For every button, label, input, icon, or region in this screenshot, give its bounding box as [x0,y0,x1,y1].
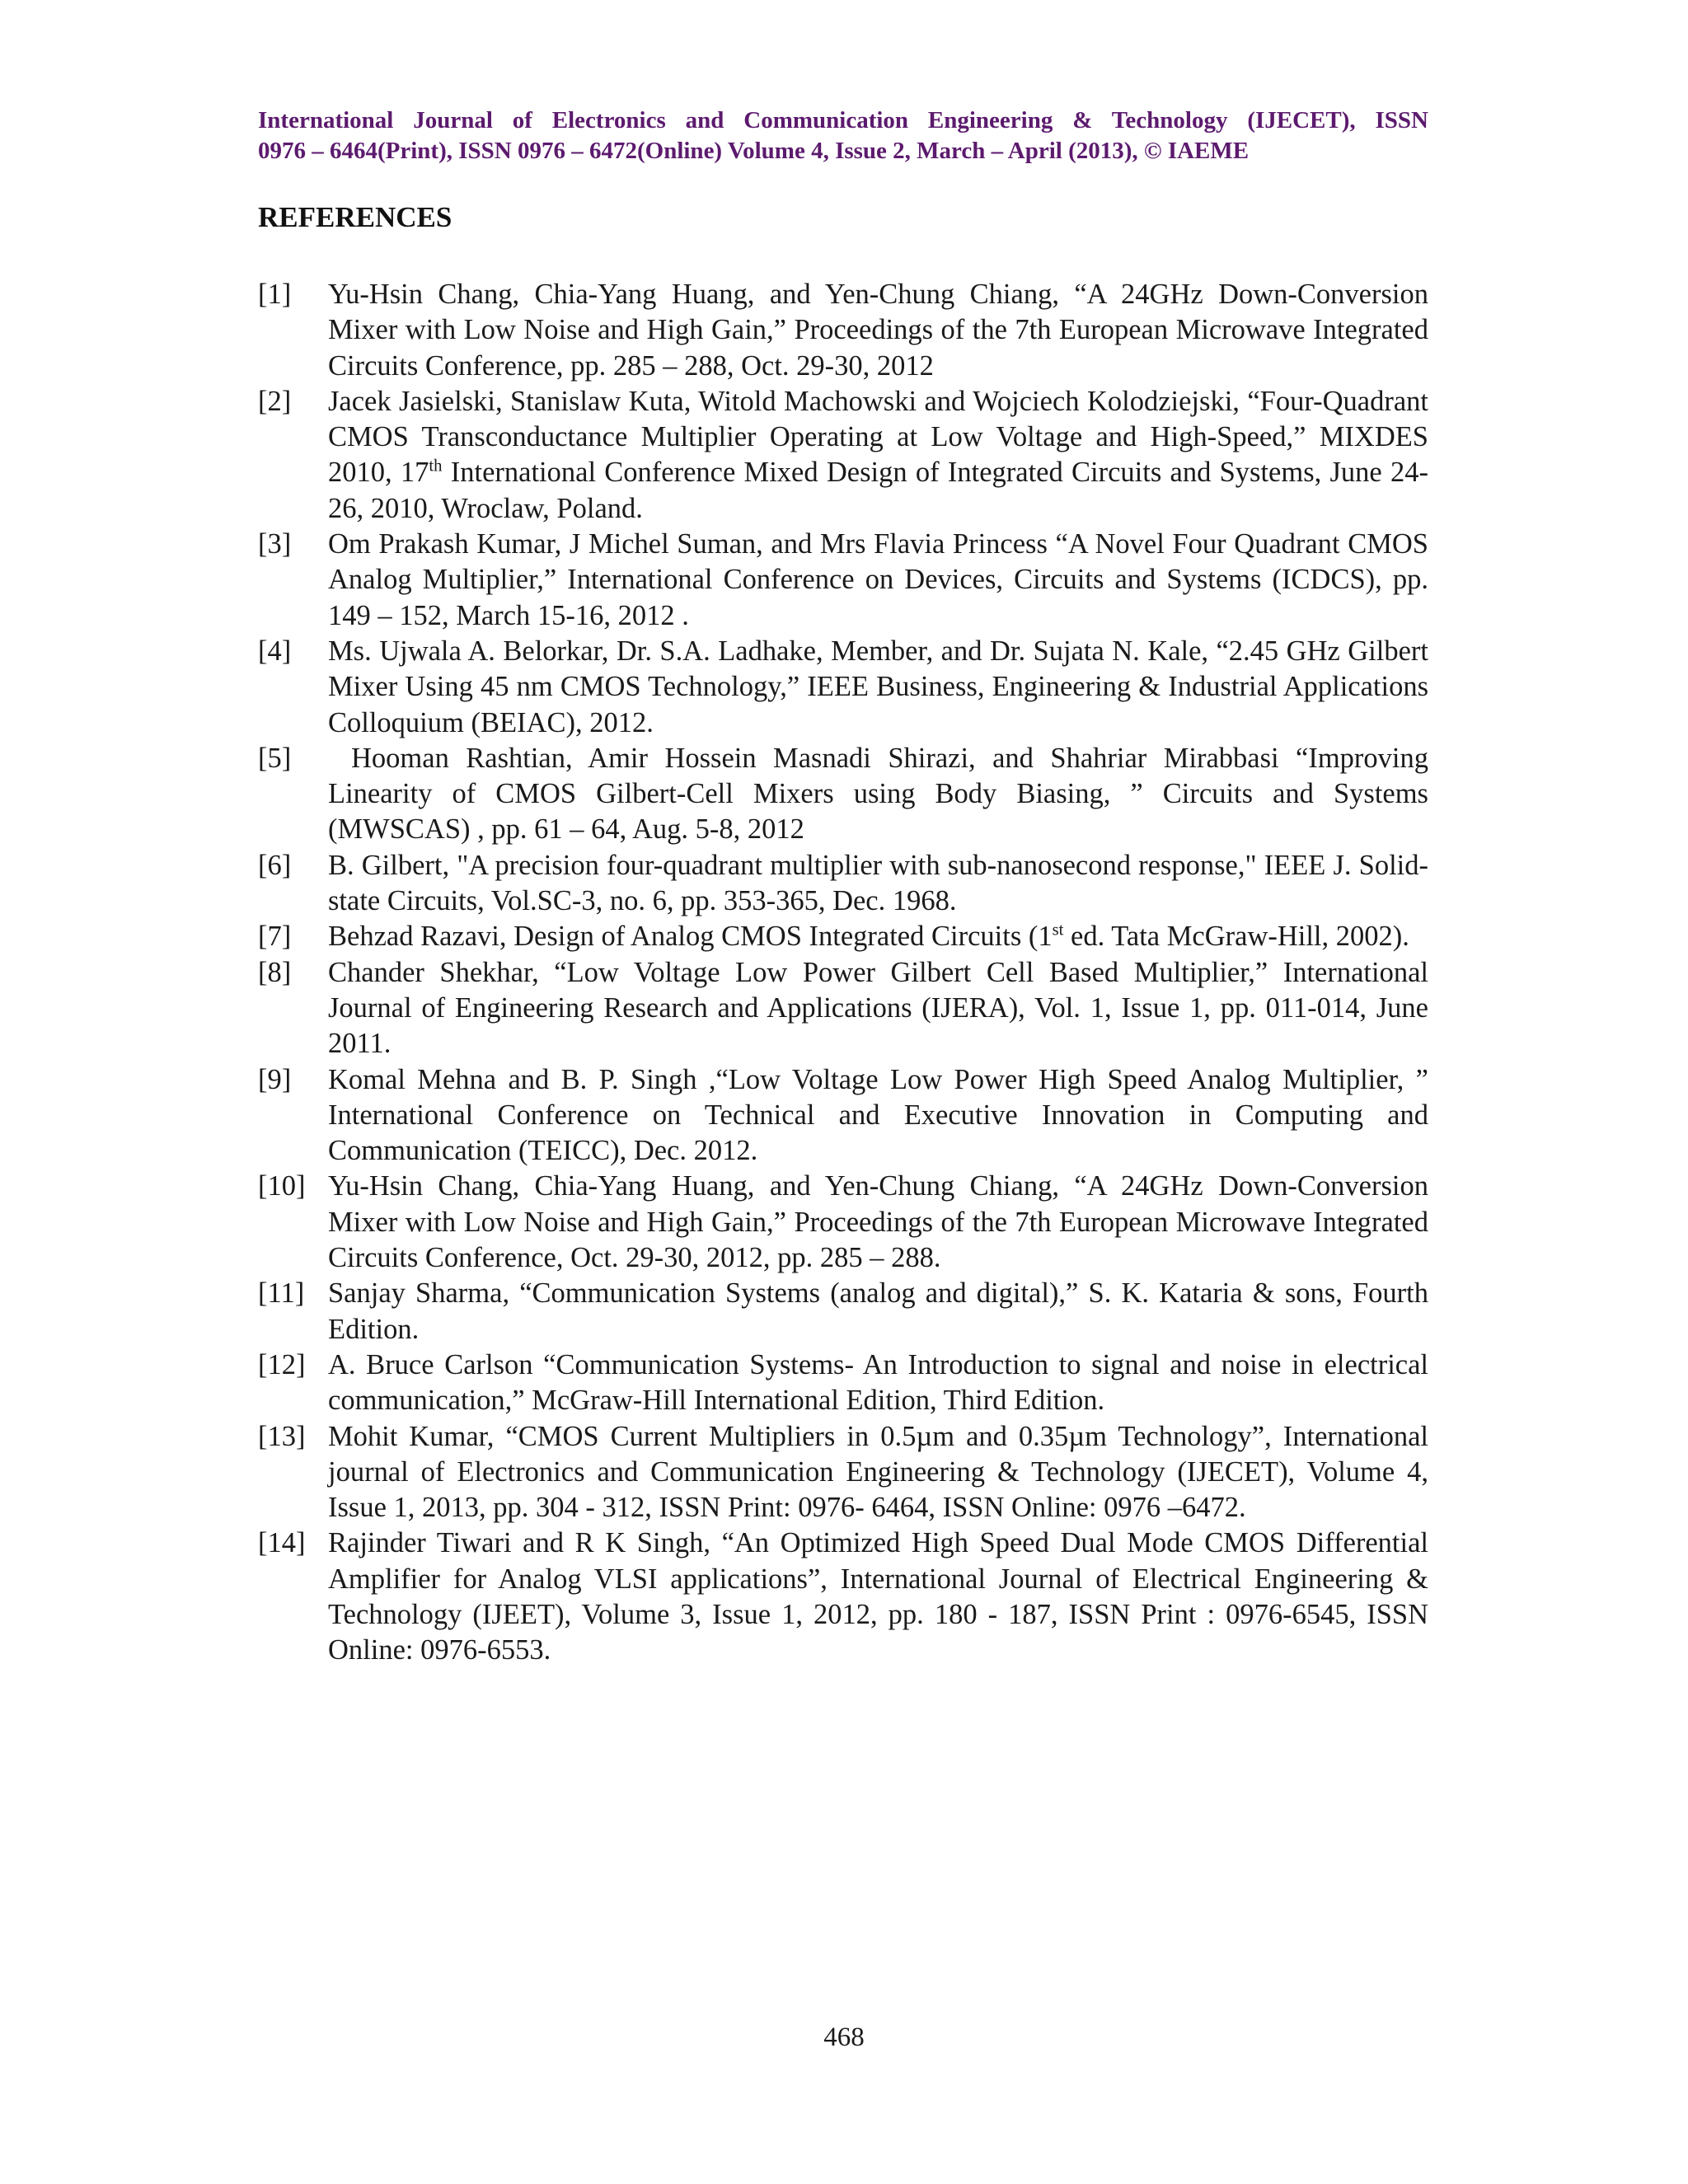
reference-number: [14] [258,1527,306,1559]
reference-item [258,277,1428,384]
reference-text-part: Jacek Jasielski, Stanislaw Kuta, Witold Machowski and Wojciech Kolodziejski, “Four-Quadrant CMOS Transconductance Multiplier Operating at Low Voltage and High-Speed,” MIXDES 2010, 17 [328,385,1428,489]
reference-text [328,919,1428,954]
reference-text: Rajinder Tiwari and R K Singh, “An Optimized High Speed Dual Mode CMOS Differential Amplifier for Analog VLSI applications”, International Journal of Electrical Engineering & Technology (IJEET), Volume 3, Issue 1, 2012, pp. 180 - 187, ISSN Print : 0976-6545, ISSN Online: 0976-6553. [328,1527,1428,1666]
reference-item [258,384,1428,527]
reference-number: [7] [258,921,292,953]
reference-item [258,1169,1428,1276]
reference-text-part: Hooman Rashtian, Amir Hossein Masnadi Shirazi, and Shahriar Mirabbasi “Improving Linearity of CMOS Gilbert-Cell Mixers using Body Biasing, ” Circuits and Systems (MWSCAS) , pp. 61 – 64, Aug. 5-8, 2012 [328,742,1428,846]
reference-number: [12] [258,1348,306,1380]
reference-item [258,527,1428,634]
reference-text-part: ed. Tata McGraw-Hill, 2002). [1063,921,1409,953]
section-title: REFERENCES [258,201,452,233]
reference-item [258,1419,1428,1526]
reference-text: Om Prakash Kumar, J Michel Suman, and Mrs Flavia Princess “A Novel Four Quadrant CMOS Analog Multiplier,” International Conference on Devices, Circuits and Systems (ICDCS), pp. 149 – 152, March 15-16, 2012 . [328,528,1428,631]
superscript: th [429,457,443,476]
reference-text: Yu-Hsin Chang, Chia-Yang Huang, and Yen-Chung Chiang, “A 24GHz Down-Conversion Mixer with Low Noise and High Gain,” Proceedings of the 7th European Microwave Integrated Circuits Conference, pp. 285 – 288, Oct. 29-30, 2012 [328,279,1428,382]
reference-number: [3] [258,528,292,560]
reference-item [258,848,1428,920]
reference-item [258,741,1428,848]
reference-item [258,1062,1428,1169]
reference-item [258,1526,1428,1668]
reference-number: [8] [258,956,292,988]
reference-number: [5] [258,742,292,774]
reference-text: Chander Shekhar, “Low Voltage Low Power Gilbert Cell Based Multiplier,” International Journal of Engineering Research and Applications (IJERA), Vol. 1, Issue 1, pp. 011-014, June 2011. [328,956,1428,1060]
superscript: st [1052,921,1064,940]
reference-text: A. Bruce Carlson “Communication Systems- An Introduction to signal and noise in electrical communication,” McGraw-Hill International Edition, Third Edition. [328,1348,1428,1417]
page-number: 468 [823,2022,865,2052]
journal-header-line-2: 0976 – 6464(Print), ISSN 0976 – 6472(Online) Volume 4, Issue 2, March – April (2013), © IAEME [258,138,1250,164]
reference-item [258,919,1428,954]
reference-text [328,741,1428,848]
reference-text: Yu-Hsin Chang, Chia-Yang Huang, and Yen-Chung Chiang, “A 24GHz Down-Conversion Mixer with Low Noise and High Gain,” Proceedings of the 7th European Microwave Integrated Circuits Conference, Oct. 29-30, 2012, pp. 285 – 288. [328,1170,1428,1274]
reference-number: [13] [258,1420,306,1452]
reference-number: [9] [258,1063,292,1095]
reference-text: Komal Mehna and B. P. Singh ,“Low Voltage Low Power High Speed Analog Multiplier, ” International Conference on Technical and Executive Innovation in Computing and Communication (TEICC), Dec. 2012. [328,1063,1428,1167]
reference-text: B. Gilbert, "A precision four-quadrant multiplier with sub-nanosecond response," IEEE J. Solid-state Circuits, Vol.SC-3, no. 6, pp. 353-365, Dec. 1968. [328,849,1428,917]
reference-item [258,634,1428,741]
reference-text: Ms. Ujwala A. Belorkar, Dr. S.A. Ladhake, Member, and Dr. Sujata N. Kale, “2.45 GHz Gilbert Mixer Using 45 nm CMOS Technology,” IEEE Business, Engineering & Industrial Applications Colloquium (BEIAC), 2012. [328,635,1428,738]
reference-item [258,1347,1428,1419]
reference-number: [2] [258,385,292,417]
reference-text: Mohit Kumar, “CMOS Current Multipliers in 0.5µm and 0.35µm Technology”, International journal of Electronics and Communication Engineering & Technology (IJECET), Volume 4, Issue 1, 2013, pp. 304 - 312, ISSN Print: 0976- 6464, ISSN Online: 0976 –6472. [328,1420,1428,1524]
reference-number: [11] [258,1277,305,1310]
journal-header-line-1: International Journal of Electronics and Communication Engineering & Technology (IJECET), ISSN [258,107,1428,134]
reference-list [258,277,1428,1669]
reference-number: [10] [258,1170,306,1202]
reference-item [258,955,1428,1062]
reference-text [328,384,1428,527]
reference-text-part: International Conference Mixed Design of Integrated Circuits and Systems, June 24-26, 2010, Wroclaw, Poland. [328,457,1429,524]
reference-number: [6] [258,849,292,881]
reference-number: [1] [258,279,292,310]
reference-text: Sanjay Sharma, “Communication Systems (analog and digital),” S. K. Kataria & sons, Fourth Edition. [328,1277,1428,1345]
reference-text-part: Behzad Razavi, Design of Analog CMOS Integrated Circuits (1 [328,921,1053,953]
journal-header [258,105,1428,166]
reference-number: [4] [258,635,292,667]
reference-item [258,1276,1428,1347]
